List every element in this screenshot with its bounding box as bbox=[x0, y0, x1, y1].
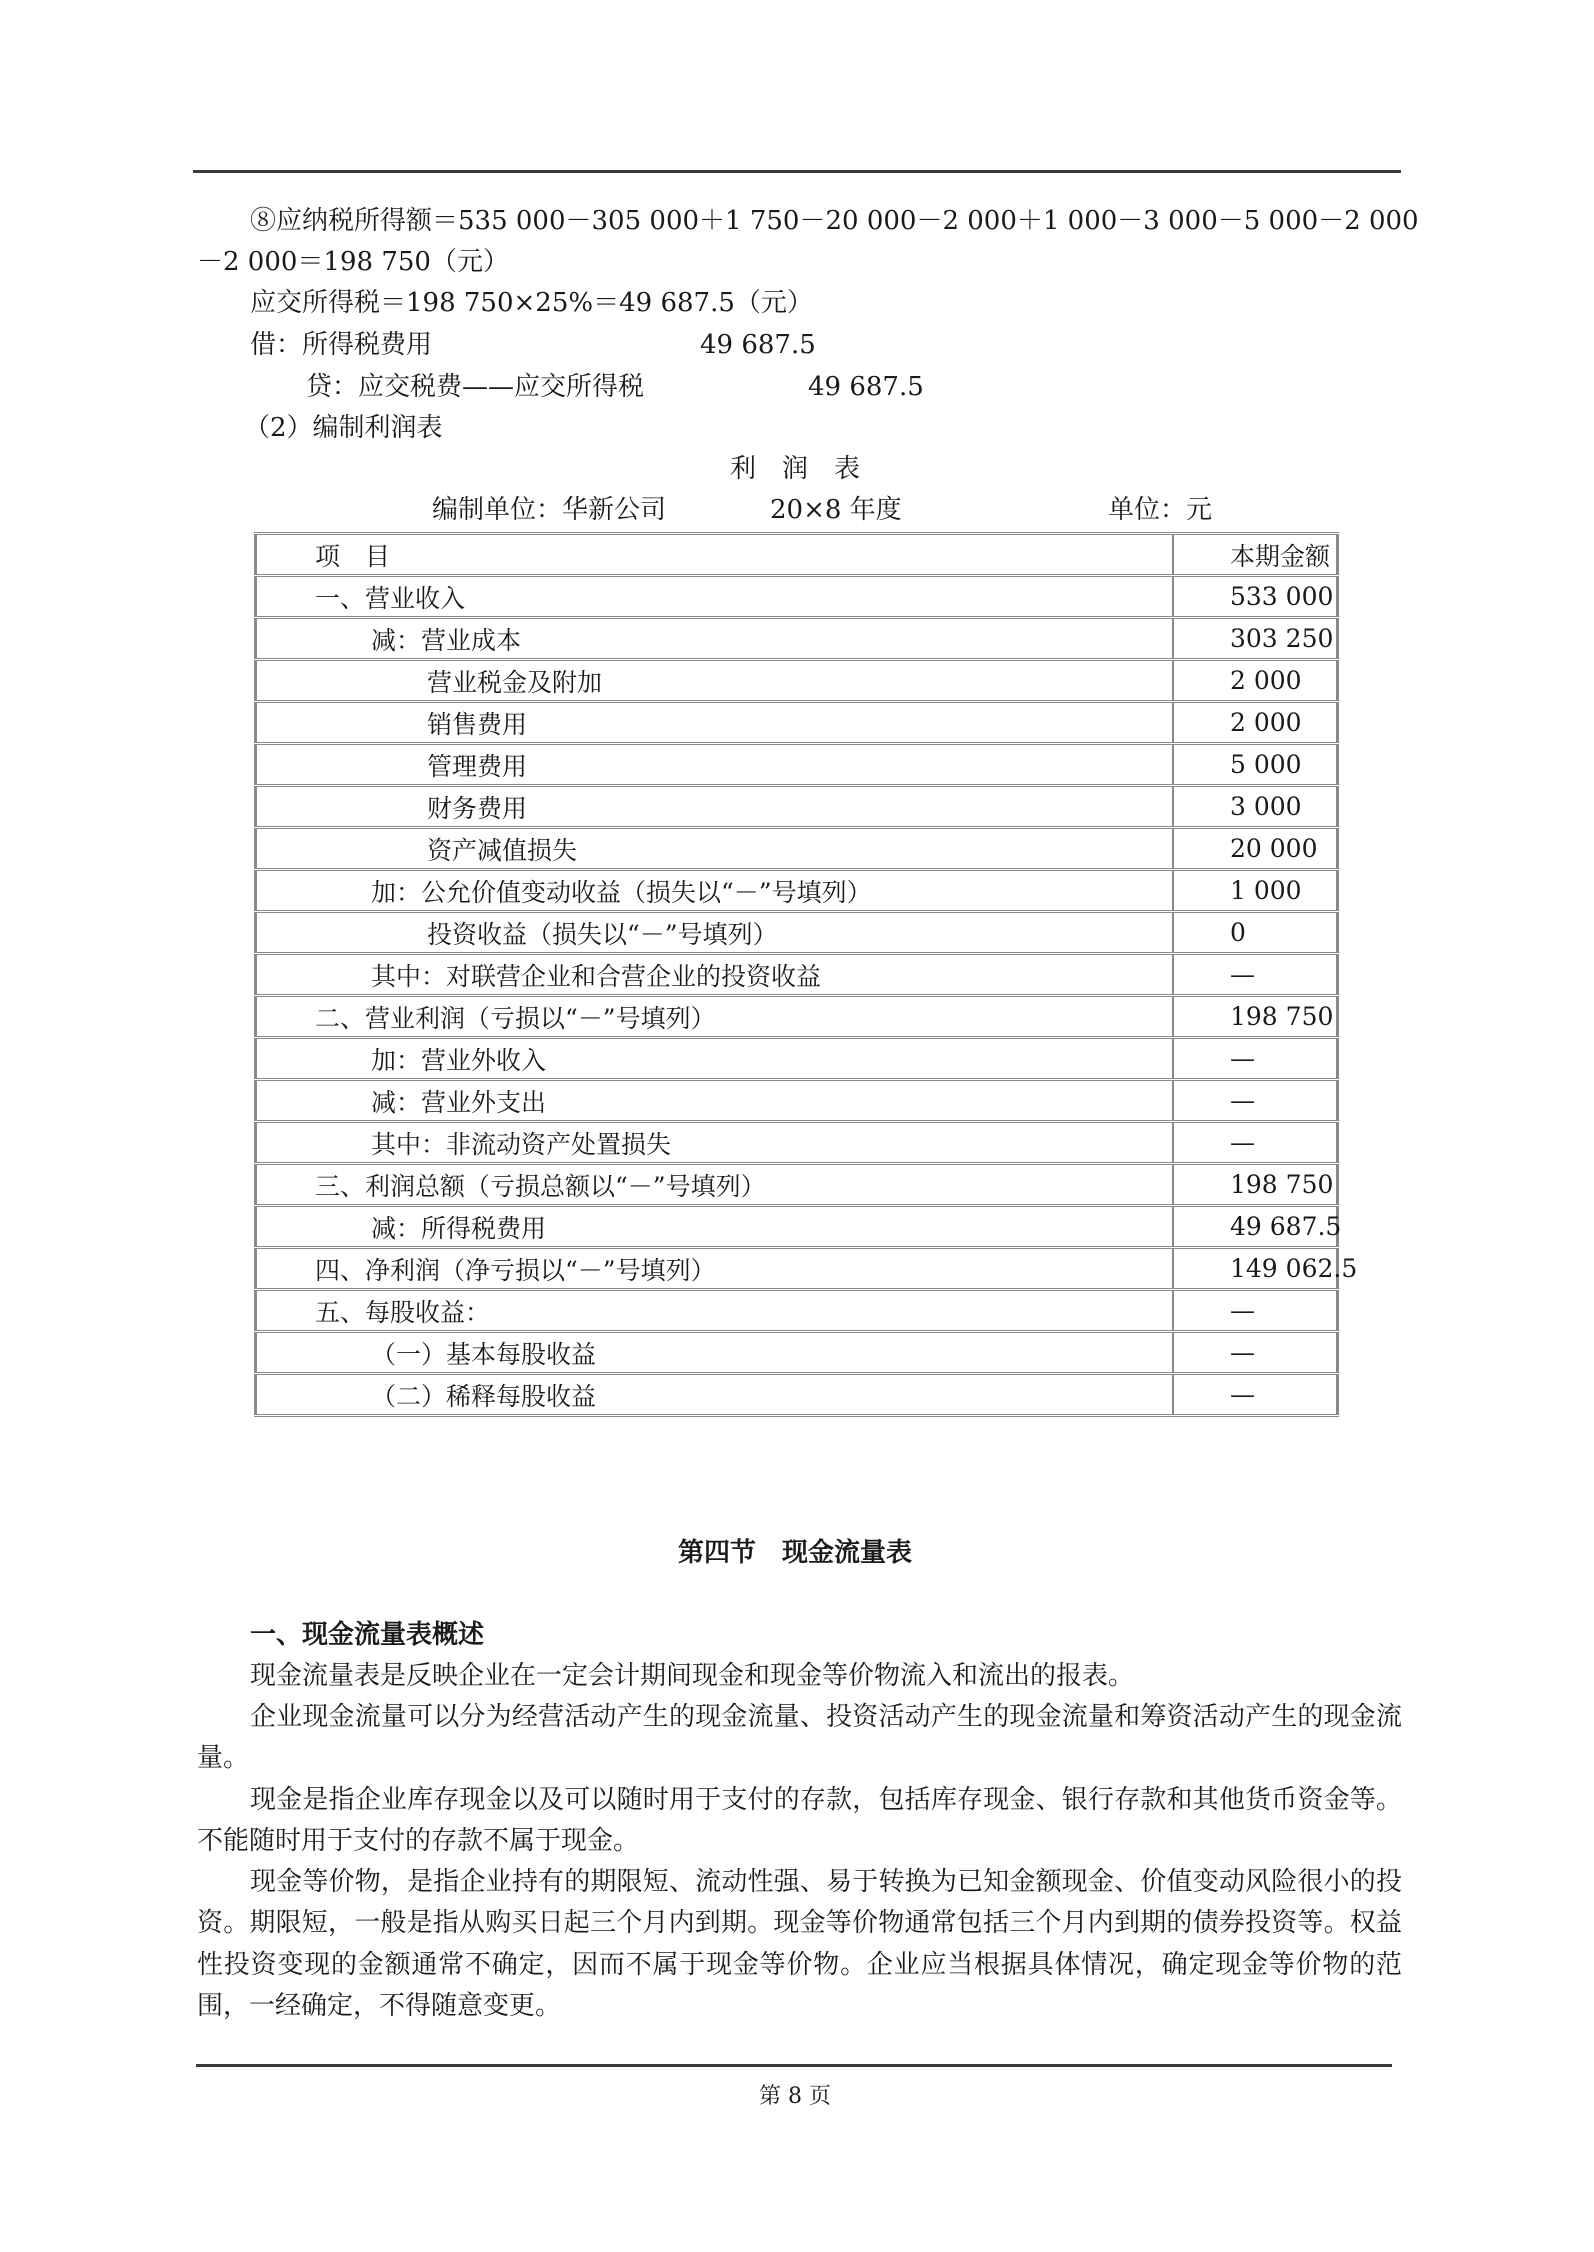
paragraph-cash: 现金是指企业库存现金以及可以随时用于支付的存款，包括库存现金、银行存款和其他货币资金等。不能随时用于支付的存款不属于现金。 bbox=[197, 1785, 1402, 1857]
row-item-label: 营业税金及附加 bbox=[256, 660, 1174, 702]
period-label: 20×8 年度 bbox=[770, 495, 902, 525]
income-statement-title: 利 润 表 bbox=[729, 454, 860, 484]
table-row bbox=[256, 1038, 1338, 1080]
row-item-label: 管理费用 bbox=[256, 744, 1174, 786]
row-amount: — bbox=[1173, 1122, 1338, 1164]
table-row bbox=[256, 828, 1338, 870]
row-amount: 0 bbox=[1173, 912, 1338, 954]
table-row bbox=[256, 954, 1338, 996]
row-amount: 198 750 bbox=[1173, 996, 1338, 1038]
table-row bbox=[256, 912, 1338, 954]
journal-debit-label: 借：所得税费用 bbox=[250, 330, 433, 360]
table-row bbox=[256, 576, 1338, 618]
row-item-label: 二、营业利润（亏损以“－”号填列） bbox=[256, 996, 1174, 1038]
table-row bbox=[256, 1122, 1338, 1164]
table-row bbox=[256, 1290, 1338, 1332]
paragraph-definition: 现金流量表是反映企业在一定会计期间现金和现金等价物流入和流出的报表。 bbox=[250, 1661, 1135, 1691]
row-amount: — bbox=[1173, 1374, 1338, 1416]
income-tax-formula: 应交所得税＝198 750×25%＝49 687.5（元） bbox=[250, 288, 813, 318]
section-subtitle: 一、现金流量表概述 bbox=[250, 1620, 485, 1650]
page-number: 第 8 页 bbox=[759, 2084, 831, 2109]
row-item-label: 资产减值损失 bbox=[256, 828, 1174, 870]
row-item-label: 四、净利润（净亏损以“－”号填列） bbox=[256, 1248, 1174, 1290]
journal-credit-label: 贷：应交税费——应交所得税 bbox=[306, 372, 645, 402]
journal-debit-amount: 49 687.5 bbox=[700, 330, 816, 360]
footer-rule bbox=[196, 2064, 1392, 2067]
taxable-income-formula-cont: －2 000＝198 750（元） bbox=[197, 247, 509, 277]
row-item-label: 投资收益（损失以“－”号填列） bbox=[256, 912, 1174, 954]
table-row bbox=[256, 1080, 1338, 1122]
row-amount: 20 000 bbox=[1173, 828, 1338, 870]
row-amount: 3 000 bbox=[1173, 786, 1338, 828]
table-row bbox=[256, 870, 1338, 912]
row-amount: 149 062.5 bbox=[1173, 1248, 1338, 1290]
row-amount: — bbox=[1173, 1332, 1338, 1374]
paragraph-cash-equivalents: 现金等价物，是指企业持有的期限短、流动性强、易于转换为已知金额现金、价值变动风险很小的投资。期限短，一般是指从购买日起三个月内到期。现金等价物通常包括三个月内到期的债券投资等。权益性投资变现的金额通常不确定，因而不属于现金等价物。企业应当根据具体情况，确定现金等价物的范围，一经确定，不得随意变更。 bbox=[197, 1867, 1402, 2022]
table-row bbox=[256, 1206, 1338, 1248]
table-row bbox=[256, 996, 1338, 1038]
row-item-label: 其中：对联营企业和合营企业的投资收益 bbox=[256, 954, 1174, 996]
table-row bbox=[256, 660, 1338, 702]
paragraph-categories: 企业现金流量可以分为经营活动产生的现金流量、投资活动产生的现金流量和筹资活动产生的现金流量。 bbox=[197, 1702, 1402, 1774]
row-item-label: 减：所得税费用 bbox=[256, 1206, 1174, 1248]
table-row bbox=[256, 786, 1338, 828]
column-header-item: 项 目 bbox=[256, 534, 1174, 576]
currency-unit-label: 单位：元 bbox=[1108, 495, 1213, 525]
column-header-amount: 本期金额 bbox=[1173, 534, 1338, 576]
row-amount: 303 250 bbox=[1173, 618, 1338, 660]
row-item-label: 五、每股收益： bbox=[256, 1290, 1174, 1332]
table-row bbox=[256, 1332, 1338, 1374]
row-item-label: 加：公允价值变动收益（损失以“－”号填列） bbox=[256, 870, 1174, 912]
section-title: 第四节 现金流量表 bbox=[677, 1538, 912, 1568]
row-amount: — bbox=[1173, 954, 1338, 996]
row-item-label: （二）稀释每股收益 bbox=[256, 1374, 1174, 1416]
row-amount: 533 000 bbox=[1173, 576, 1338, 618]
row-item-label: （一）基本每股收益 bbox=[256, 1332, 1174, 1374]
row-amount: — bbox=[1173, 1290, 1338, 1332]
journal-credit-amount: 49 687.5 bbox=[808, 372, 924, 402]
row-amount: — bbox=[1173, 1038, 1338, 1080]
taxable-income-formula: ⑧应纳税所得额＝535 000－305 000＋1 750－20 000－2 000＋1 000－3 000－5 000－2 000 bbox=[250, 206, 1419, 236]
table-row bbox=[256, 744, 1338, 786]
row-amount: 1 000 bbox=[1173, 870, 1338, 912]
row-item-label: 其中：非流动资产处置损失 bbox=[256, 1122, 1174, 1164]
table-row bbox=[256, 618, 1338, 660]
row-amount: 5 000 bbox=[1173, 744, 1338, 786]
row-amount: 2 000 bbox=[1173, 660, 1338, 702]
row-item-label: 一、营业收入 bbox=[256, 576, 1174, 618]
table-row bbox=[256, 702, 1338, 744]
row-item-label: 减：营业外支出 bbox=[256, 1080, 1174, 1122]
row-amount: — bbox=[1173, 1080, 1338, 1122]
row-item-label: 三、利润总额（亏损总额以“－”号填列） bbox=[256, 1164, 1174, 1206]
preparer-label: 编制单位：华新公司 bbox=[432, 495, 667, 525]
row-item-label: 减：营业成本 bbox=[256, 618, 1174, 660]
row-amount: 49 687.5 bbox=[1173, 1206, 1338, 1248]
row-amount: 2 000 bbox=[1173, 702, 1338, 744]
row-amount: 198 750 bbox=[1173, 1164, 1338, 1206]
row-item-label: 销售费用 bbox=[256, 702, 1174, 744]
table-row bbox=[256, 1374, 1338, 1416]
step-2-heading: （2）编制利润表 bbox=[244, 413, 443, 443]
table-row bbox=[256, 1164, 1338, 1206]
table-row bbox=[256, 1248, 1338, 1290]
row-item-label: 加：营业外收入 bbox=[256, 1038, 1174, 1080]
row-item-label: 财务费用 bbox=[256, 786, 1174, 828]
table-header-row bbox=[256, 534, 1338, 576]
income-statement-table bbox=[254, 532, 1358, 1417]
header-rule bbox=[193, 170, 1401, 173]
